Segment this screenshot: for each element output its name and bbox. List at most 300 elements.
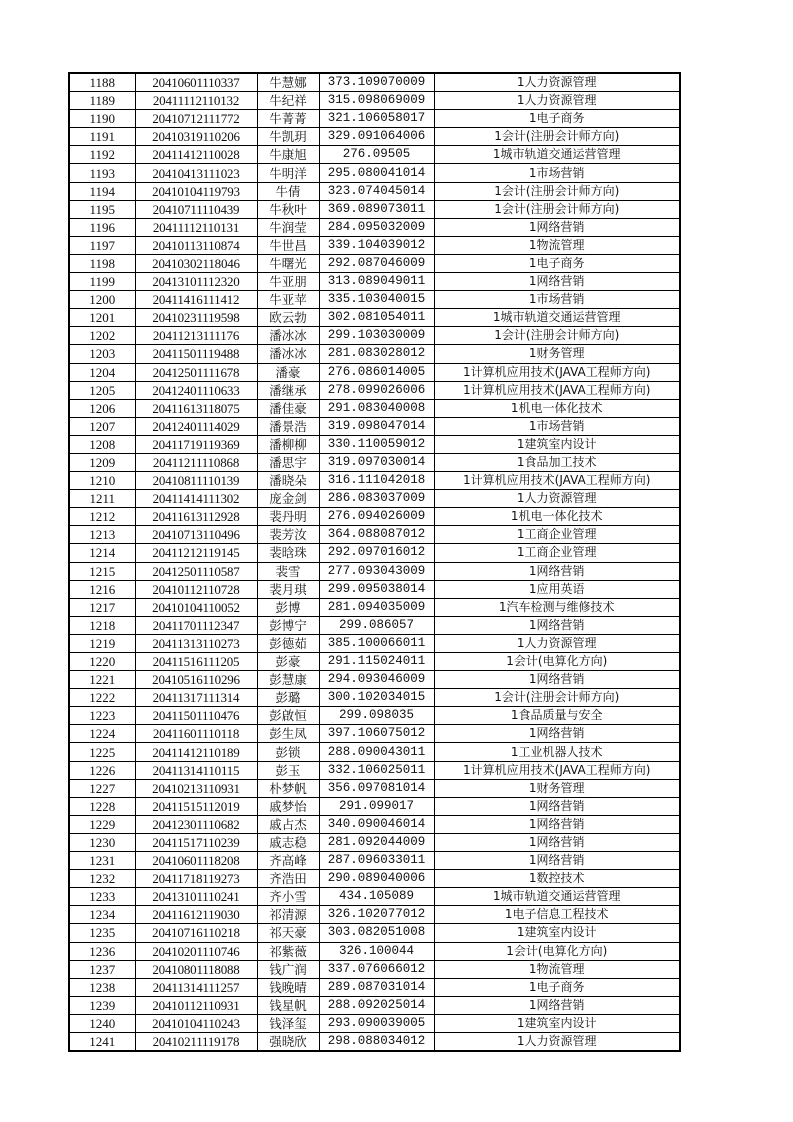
major-cell: 1人力资源管理: [434, 490, 680, 508]
candidate-id-cell: 20410516110296: [135, 671, 257, 689]
table-row: [69, 580, 680, 598]
table-row: [69, 1014, 680, 1032]
candidate-id-cell: 20410211119178: [135, 1032, 257, 1051]
table-row: [69, 616, 680, 634]
student-name-cell: 彭锁: [257, 743, 319, 761]
major-cell: 1计算机应用技术(JAVA工程师方向): [434, 363, 680, 381]
table-row: [69, 833, 680, 851]
candidate-id-cell: 20410113110874: [135, 236, 257, 254]
major-cell: 1数控技术: [434, 870, 680, 888]
row-number-cell: 1201: [69, 309, 135, 327]
table-row: [69, 671, 680, 689]
table-row: [69, 327, 680, 345]
candidate-id-cell: 20410712111772: [135, 110, 257, 128]
major-cell: 1电子商务: [434, 978, 680, 996]
table-row: [69, 273, 680, 291]
table-row: [69, 852, 680, 870]
candidate-id-cell: 20413101112320: [135, 273, 257, 291]
score-cell: 281.094035009: [319, 598, 434, 616]
table-row: [69, 363, 680, 381]
row-number-cell: 1198: [69, 254, 135, 272]
table-row: [69, 381, 680, 399]
major-cell: 1网络营销: [434, 833, 680, 851]
table-row: [69, 634, 680, 652]
major-cell: 1人力资源管理: [434, 1032, 680, 1051]
major-cell: 1会计(注册会计师方向): [434, 200, 680, 218]
row-number-cell: 1194: [69, 182, 135, 200]
candidate-id-cell: 20411213111176: [135, 327, 257, 345]
row-number-cell: 1211: [69, 490, 135, 508]
student-name-cell: 潘思宇: [257, 453, 319, 471]
candidate-id-cell: 20411701112347: [135, 616, 257, 634]
score-cell: 294.093046009: [319, 671, 434, 689]
candidate-id-cell: 20410104110052: [135, 598, 257, 616]
table-row: [69, 761, 680, 779]
student-name-cell: 潘冰冰: [257, 345, 319, 363]
row-number-cell: 1234: [69, 906, 135, 924]
student-name-cell: 牛世昌: [257, 236, 319, 254]
candidate-id-cell: 20411314111257: [135, 978, 257, 996]
score-cell: 313.089049011: [319, 273, 434, 291]
row-number-cell: 1237: [69, 960, 135, 978]
candidate-id-cell: 20411515112019: [135, 797, 257, 815]
table-row: [69, 128, 680, 146]
row-number-cell: 1229: [69, 815, 135, 833]
candidate-id-cell: 20412401110633: [135, 381, 257, 399]
table-row: [69, 689, 680, 707]
student-name-cell: 裴雪: [257, 562, 319, 580]
student-name-cell: 钱星帆: [257, 996, 319, 1014]
major-cell: 1会计(电算化方向): [434, 942, 680, 960]
candidate-id-cell: 20412401114029: [135, 417, 257, 435]
table-row: [69, 345, 680, 363]
score-cell: 284.095032009: [319, 218, 434, 236]
table-row: [69, 779, 680, 797]
student-name-cell: 彭博: [257, 598, 319, 616]
table-row: [69, 309, 680, 327]
table-body: [69, 73, 680, 1051]
score-cell: 356.097081014: [319, 779, 434, 797]
major-cell: 1网络营销: [434, 616, 680, 634]
row-number-cell: 1188: [69, 73, 135, 92]
score-cell: 278.099026006: [319, 381, 434, 399]
student-name-cell: 潘晓朵: [257, 472, 319, 490]
major-cell: 1建筑室内设计: [434, 924, 680, 942]
row-number-cell: 1189: [69, 92, 135, 110]
major-cell: 1市场营销: [434, 164, 680, 182]
table-row: [69, 942, 680, 960]
student-name-cell: 齐高峰: [257, 852, 319, 870]
score-cell: 286.083037009: [319, 490, 434, 508]
student-name-cell: 祁紫薇: [257, 942, 319, 960]
row-number-cell: 1214: [69, 544, 135, 562]
major-cell: 1网络营销: [434, 273, 680, 291]
major-cell: 1网络营销: [434, 671, 680, 689]
score-cell: 337.076066012: [319, 960, 434, 978]
row-number-cell: 1207: [69, 417, 135, 435]
score-cell: 335.103040015: [319, 291, 434, 309]
major-cell: 1应用英语: [434, 580, 680, 598]
student-name-cell: 彭德茹: [257, 634, 319, 652]
row-number-cell: 1225: [69, 743, 135, 761]
score-cell: 326.102077012: [319, 906, 434, 924]
row-number-cell: 1221: [69, 671, 135, 689]
major-cell: 1人力资源管理: [434, 634, 680, 652]
score-cell: 291.083040008: [319, 399, 434, 417]
candidate-id-cell: 20410302118046: [135, 254, 257, 272]
row-number-cell: 1208: [69, 435, 135, 453]
candidate-id-cell: 20410711110439: [135, 200, 257, 218]
student-name-cell: 牛曙光: [257, 254, 319, 272]
score-cell: 288.092025014: [319, 996, 434, 1014]
candidate-id-cell: 20411112110131: [135, 218, 257, 236]
student-name-cell: 牛明洋: [257, 164, 319, 182]
major-cell: 1网络营销: [434, 562, 680, 580]
major-cell: 1工业机器人技术: [434, 743, 680, 761]
major-cell: 1城市轨道交通运营管理: [434, 146, 680, 164]
row-number-cell: 1227: [69, 779, 135, 797]
major-cell: 1人力资源管理: [434, 73, 680, 92]
candidate-id-cell: 20410231119598: [135, 309, 257, 327]
row-number-cell: 1191: [69, 128, 135, 146]
score-cell: 340.090046014: [319, 815, 434, 833]
table-row: [69, 1032, 680, 1051]
row-number-cell: 1223: [69, 707, 135, 725]
major-cell: 1市场营销: [434, 291, 680, 309]
table-row: [69, 924, 680, 942]
candidate-id-cell: 20411211110868: [135, 453, 257, 471]
candidate-id-cell: 20411517110239: [135, 833, 257, 851]
table-row: [69, 218, 680, 236]
candidate-id-cell: 20410811110139: [135, 472, 257, 490]
score-cell: 434.105089: [319, 888, 434, 906]
student-name-cell: 彭生凤: [257, 725, 319, 743]
candidate-id-cell: 20410413111023: [135, 164, 257, 182]
table-row: [69, 978, 680, 996]
table-row: [69, 92, 680, 110]
table-row: [69, 508, 680, 526]
candidate-id-cell: 20412301110682: [135, 815, 257, 833]
student-name-cell: 牛倩: [257, 182, 319, 200]
major-cell: 1计算机应用技术(JAVA工程师方向): [434, 472, 680, 490]
table-row: [69, 417, 680, 435]
score-cell: 287.096033011: [319, 852, 434, 870]
row-number-cell: 1222: [69, 689, 135, 707]
major-cell: 1机电一体化技术: [434, 399, 680, 417]
score-cell: 298.088034012: [319, 1032, 434, 1051]
candidate-id-cell: 20411719119369: [135, 435, 257, 453]
student-name-cell: 潘冰冰: [257, 327, 319, 345]
score-cell: 329.091064006: [319, 128, 434, 146]
candidate-id-cell: 20411112110132: [135, 92, 257, 110]
table-row: [69, 453, 680, 471]
student-name-cell: 祁清源: [257, 906, 319, 924]
admission-list-table: [68, 72, 681, 1052]
candidate-id-cell: 20411313110273: [135, 634, 257, 652]
table-row: [69, 146, 680, 164]
row-number-cell: 1206: [69, 399, 135, 417]
table-row: [69, 164, 680, 182]
major-cell: 1网络营销: [434, 996, 680, 1014]
student-name-cell: 钱泽玺: [257, 1014, 319, 1032]
table-row: [69, 707, 680, 725]
major-cell: 1网络营销: [434, 725, 680, 743]
score-cell: 321.106058017: [319, 110, 434, 128]
major-cell: 1物流管理: [434, 960, 680, 978]
score-cell: 289.087031014: [319, 978, 434, 996]
student-name-cell: 裴月琪: [257, 580, 319, 598]
row-number-cell: 1210: [69, 472, 135, 490]
student-name-cell: 彭玉: [257, 761, 319, 779]
candidate-id-cell: 20411212119145: [135, 544, 257, 562]
student-name-cell: 彭慧康: [257, 671, 319, 689]
candidate-id-cell: 20413101110241: [135, 888, 257, 906]
major-cell: 1电子信息工程技术: [434, 906, 680, 924]
score-cell: 323.074045014: [319, 182, 434, 200]
score-cell: 293.090039005: [319, 1014, 434, 1032]
row-number-cell: 1232: [69, 870, 135, 888]
candidate-id-cell: 20410801118088: [135, 960, 257, 978]
table-row: [69, 526, 680, 544]
candidate-id-cell: 20411718119273: [135, 870, 257, 888]
major-cell: 1食品加工技术: [434, 453, 680, 471]
major-cell: 1电子商务: [434, 110, 680, 128]
row-number-cell: 1236: [69, 942, 135, 960]
major-cell: 1计算机应用技术(JAVA工程师方向): [434, 381, 680, 399]
table-row: [69, 200, 680, 218]
score-cell: 299.086057: [319, 616, 434, 634]
student-name-cell: 戚占杰: [257, 815, 319, 833]
student-name-cell: 齐小雪: [257, 888, 319, 906]
candidate-id-cell: 20412501110587: [135, 562, 257, 580]
row-number-cell: 1213: [69, 526, 135, 544]
score-cell: 330.110059012: [319, 435, 434, 453]
table-row: [69, 996, 680, 1014]
student-name-cell: 强晓欣: [257, 1032, 319, 1051]
table-row: [69, 725, 680, 743]
score-cell: 302.081054011: [319, 309, 434, 327]
score-cell: 385.100066011: [319, 634, 434, 652]
row-number-cell: 1226: [69, 761, 135, 779]
score-cell: 319.097030014: [319, 453, 434, 471]
major-cell: 1会计(注册会计师方向): [434, 327, 680, 345]
student-name-cell: 彭博宁: [257, 616, 319, 634]
student-name-cell: 戚梦怡: [257, 797, 319, 815]
table-row: [69, 960, 680, 978]
student-name-cell: 牛康旭: [257, 146, 319, 164]
table-row: [69, 182, 680, 200]
major-cell: 1人力资源管理: [434, 92, 680, 110]
candidate-id-cell: 20411416111412: [135, 291, 257, 309]
score-cell: 277.093043009: [319, 562, 434, 580]
row-number-cell: 1202: [69, 327, 135, 345]
major-cell: 1市场营销: [434, 417, 680, 435]
table-row: [69, 743, 680, 761]
row-number-cell: 1216: [69, 580, 135, 598]
score-cell: 281.092044009: [319, 833, 434, 851]
table-row: [69, 888, 680, 906]
table-row: [69, 236, 680, 254]
student-name-cell: 裴晗珠: [257, 544, 319, 562]
student-name-cell: 牛凯玥: [257, 128, 319, 146]
row-number-cell: 1195: [69, 200, 135, 218]
student-name-cell: 钱晚晴: [257, 978, 319, 996]
candidate-id-cell: 20411613118075: [135, 399, 257, 417]
score-cell: 290.089040006: [319, 870, 434, 888]
candidate-id-cell: 20410601110337: [135, 73, 257, 92]
score-cell: 397.106075012: [319, 725, 434, 743]
candidate-id-cell: 20411501119488: [135, 345, 257, 363]
student-name-cell: 庞金剑: [257, 490, 319, 508]
row-number-cell: 1196: [69, 218, 135, 236]
major-cell: 1网络营销: [434, 797, 680, 815]
table-row: [69, 472, 680, 490]
candidate-id-cell: 20411314110115: [135, 761, 257, 779]
major-cell: 1网络营销: [434, 218, 680, 236]
student-name-cell: 齐浩田: [257, 870, 319, 888]
major-cell: 1会计(电算化方向): [434, 653, 680, 671]
score-cell: 299.098035: [319, 707, 434, 725]
table-row: [69, 399, 680, 417]
row-number-cell: 1212: [69, 508, 135, 526]
row-number-cell: 1199: [69, 273, 135, 291]
score-cell: 364.088087012: [319, 526, 434, 544]
major-cell: 1会计(注册会计师方向): [434, 689, 680, 707]
score-cell: 316.111042018: [319, 472, 434, 490]
row-number-cell: 1231: [69, 852, 135, 870]
major-cell: 1计算机应用技术(JAVA工程师方向): [434, 761, 680, 779]
table-row: [69, 291, 680, 309]
table-row: [69, 490, 680, 508]
major-cell: 1城市轨道交通运营管理: [434, 888, 680, 906]
row-number-cell: 1240: [69, 1014, 135, 1032]
row-number-cell: 1197: [69, 236, 135, 254]
student-name-cell: 潘豪: [257, 363, 319, 381]
score-cell: 288.090043011: [319, 743, 434, 761]
major-cell: 1会计(注册会计师方向): [434, 182, 680, 200]
major-cell: 1电子商务: [434, 254, 680, 272]
table-row: [69, 598, 680, 616]
candidate-id-cell: 20412501111678: [135, 363, 257, 381]
score-cell: 276.086014005: [319, 363, 434, 381]
score-cell: 339.104039012: [319, 236, 434, 254]
score-cell: 315.098069009: [319, 92, 434, 110]
student-name-cell: 牛菁菁: [257, 110, 319, 128]
table-row: [69, 870, 680, 888]
candidate-id-cell: 20410104110243: [135, 1014, 257, 1032]
row-number-cell: 1220: [69, 653, 135, 671]
score-cell: 300.102034015: [319, 689, 434, 707]
student-name-cell: 牛润莹: [257, 218, 319, 236]
candidate-id-cell: 20411501110476: [135, 707, 257, 725]
major-cell: 1食品质量与安全: [434, 707, 680, 725]
candidate-id-cell: 20411516111205: [135, 653, 257, 671]
score-cell: 319.098047014: [319, 417, 434, 435]
row-number-cell: 1230: [69, 833, 135, 851]
row-number-cell: 1224: [69, 725, 135, 743]
student-name-cell: 裴芳汝: [257, 526, 319, 544]
table-row: [69, 815, 680, 833]
row-number-cell: 1215: [69, 562, 135, 580]
student-name-cell: 牛慧娜: [257, 73, 319, 92]
candidate-id-cell: 20410713110496: [135, 526, 257, 544]
row-number-cell: 1228: [69, 797, 135, 815]
table-row: [69, 562, 680, 580]
student-name-cell: 彭璐: [257, 689, 319, 707]
candidate-id-cell: 20411613112928: [135, 508, 257, 526]
student-name-cell: 潘景浩: [257, 417, 319, 435]
row-number-cell: 1200: [69, 291, 135, 309]
student-name-cell: 彭豪: [257, 653, 319, 671]
student-name-cell: 牛纪祥: [257, 92, 319, 110]
score-cell: 303.082051008: [319, 924, 434, 942]
student-name-cell: 牛亚苹: [257, 291, 319, 309]
row-number-cell: 1217: [69, 598, 135, 616]
row-number-cell: 1218: [69, 616, 135, 634]
score-cell: 292.097016012: [319, 544, 434, 562]
student-name-cell: 欧云勃: [257, 309, 319, 327]
major-cell: 1城市轨道交通运营管理: [434, 309, 680, 327]
major-cell: 1建筑室内设计: [434, 1014, 680, 1032]
student-name-cell: 彭啟恒: [257, 707, 319, 725]
major-cell: 1工商企业管理: [434, 544, 680, 562]
table-row: [69, 797, 680, 815]
row-number-cell: 1192: [69, 146, 135, 164]
row-number-cell: 1209: [69, 453, 135, 471]
student-name-cell: 潘佳豪: [257, 399, 319, 417]
major-cell: 1机电一体化技术: [434, 508, 680, 526]
table-row: [69, 110, 680, 128]
student-name-cell: 戚志稳: [257, 833, 319, 851]
score-cell: 332.106025011: [319, 761, 434, 779]
student-name-cell: 钱广润: [257, 960, 319, 978]
student-name-cell: 裴丹明: [257, 508, 319, 526]
candidate-id-cell: 20410104119793: [135, 182, 257, 200]
major-cell: 1物流管理: [434, 236, 680, 254]
row-number-cell: 1239: [69, 996, 135, 1014]
major-cell: 1会计(注册会计师方向): [434, 128, 680, 146]
major-cell: 1汽车检测与维修技术: [434, 598, 680, 616]
row-number-cell: 1238: [69, 978, 135, 996]
major-cell: 1财务管理: [434, 345, 680, 363]
candidate-id-cell: 20411412110028: [135, 146, 257, 164]
score-cell: 299.103030009: [319, 327, 434, 345]
major-cell: 1建筑室内设计: [434, 435, 680, 453]
student-name-cell: 潘柳柳: [257, 435, 319, 453]
score-cell: 292.087046009: [319, 254, 434, 272]
student-name-cell: 牛亚朋: [257, 273, 319, 291]
candidate-id-cell: 20411612119030: [135, 906, 257, 924]
student-name-cell: 朴梦帆: [257, 779, 319, 797]
table-row: [69, 73, 680, 92]
row-number-cell: 1204: [69, 363, 135, 381]
table-row: [69, 435, 680, 453]
candidate-id-cell: 20410112110931: [135, 996, 257, 1014]
row-number-cell: 1233: [69, 888, 135, 906]
candidate-id-cell: 20411601110118: [135, 725, 257, 743]
row-number-cell: 1205: [69, 381, 135, 399]
candidate-id-cell: 20411317111314: [135, 689, 257, 707]
table-row: [69, 544, 680, 562]
table-row: [69, 653, 680, 671]
major-cell: 1工商企业管理: [434, 526, 680, 544]
score-cell: 369.089073011: [319, 200, 434, 218]
row-number-cell: 1193: [69, 164, 135, 182]
candidate-id-cell: 20410213110931: [135, 779, 257, 797]
score-cell: 291.115024011: [319, 653, 434, 671]
candidate-id-cell: 20411414111302: [135, 490, 257, 508]
candidate-id-cell: 20410201110746: [135, 942, 257, 960]
